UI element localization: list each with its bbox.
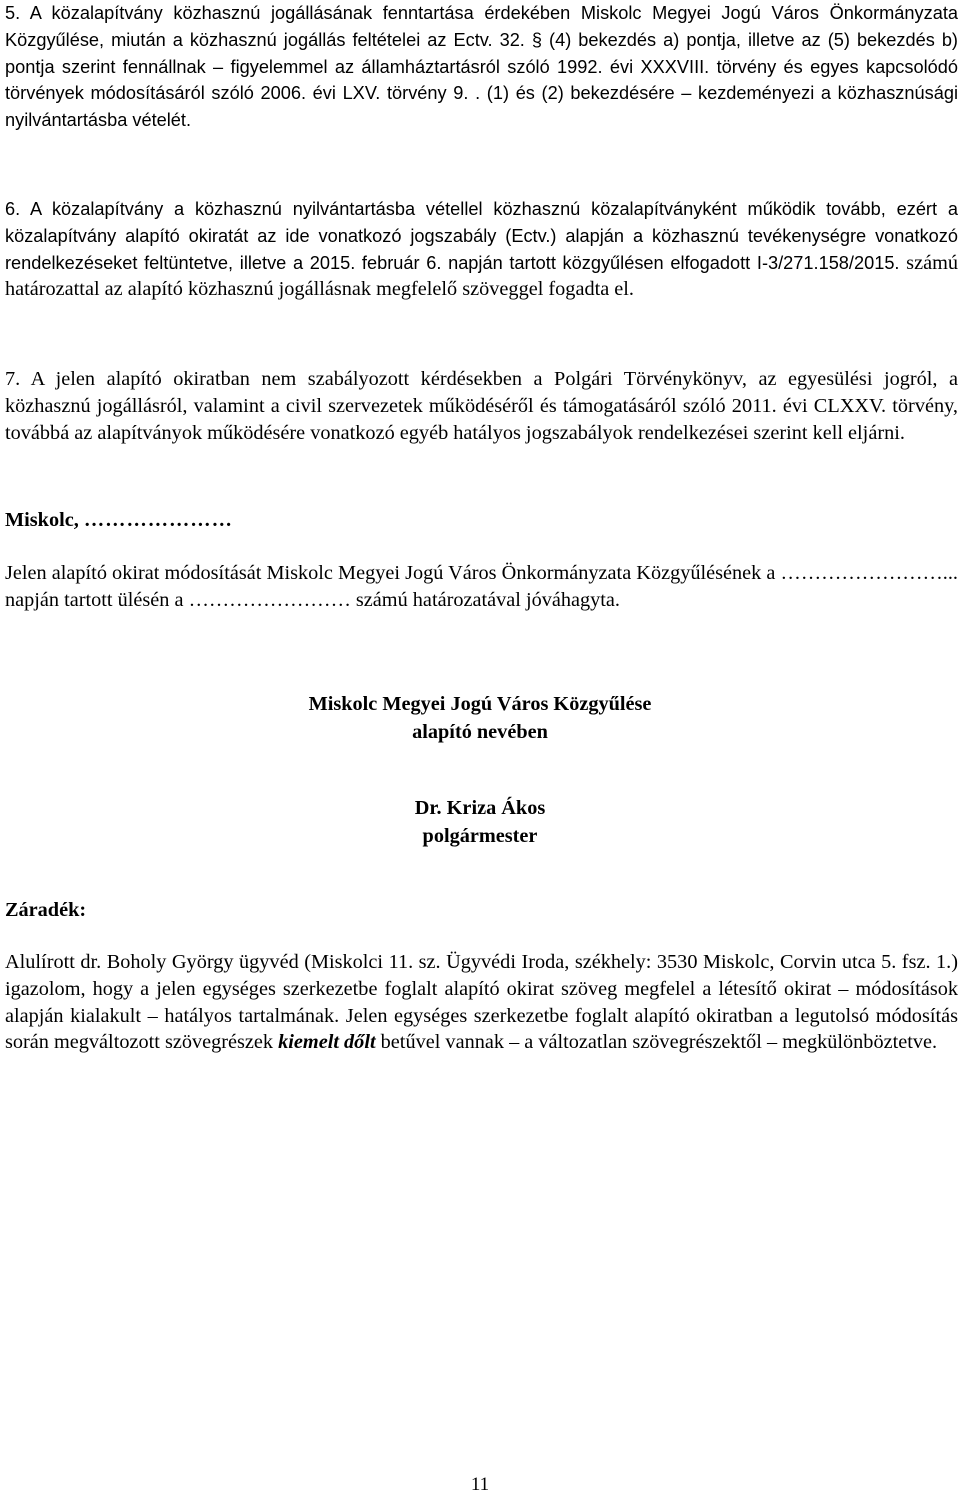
signature-body: Miskolc Megyei Jogú Város Közgyűlése: [308, 693, 652, 715]
clause-heading: Záradék:: [5, 899, 87, 921]
signatory-title: polgármester: [422, 825, 538, 847]
approval-number-dots: ……………………: [188, 588, 351, 611]
page-number: 11: [470, 1474, 490, 1495]
clause-emphasis: kiemelt dőlt: [278, 1031, 376, 1054]
approval-text-3: számú határozatával jóváhagyta.: [350, 588, 621, 611]
clause-text-1: Alulírott dr. Boholy György ügyvéd (Miskolci 11. sz. Ügyvédi Iroda, székhely: 3530 Miskolc, Corvin utca 5. fsz. 1.) igazolom, hogy a jelen egységes szerkezetbe foglalt alapító okirat szöveg megfelel a létesítő okirat – módosítások alapján kialakult – hatályos tartalmának. Jelen egységes szerkezetbe foglalt alapító okiratban a legutolsó módosítás során megváltozott szövegrészek: [5, 951, 958, 1054]
item-6-paragraph: [5, 196, 958, 303]
approval-text-1: Jelen alapító okirat módosítását Miskolc Megyei Jogú Város Önkormányzata Közgyűlésének a: [5, 562, 781, 584]
item-6-text-sans: 6. A közalapítvány a közhasznú nyilvántartásba vétellel közhasznú közalapítványként működik tovább, ezért a közalapítvány alapító okiratát az ide vonatkozó jogszabály (Ectv.) alapján a közhasznú tevékenységre vonatkozó rendelkezéseket feltüntetve, illetve a 2015. február 6. napján tartott közgyűlésen elfogadott I-3/271.158/2015.: [5, 199, 958, 273]
approval-paragraph: [5, 560, 958, 614]
item-6-text-serif: számú határozattal az alapító közhasznú jogállásnak megfelelő szöveggel fogadta el.: [5, 251, 958, 301]
signature-capacity: alapító nevében: [412, 721, 548, 743]
signatory-name: Dr. Kriza Ákos: [414, 797, 546, 819]
item-7-paragraph: 7. A jelen alapító okiratban nem szabályozott kérdésekben a Polgári Törvénykönyv, az egyesülési jogról, a közhasznú jogállásról, valamint a civil szervezetek működéséről és támogatásáról szóló 2011. évi CLXXV. törvény, továbbá az alapítványok működésére vonatkozó egyéb hatályos jogszabályok rendelkezései szerint kell eljárni.: [5, 368, 958, 444]
item-5-paragraph: 5. A közalapítvány közhasznú jogállásának fenntartása érdekében Miskolc Megyei Jogú Város Önkormányzata Közgyűlése, miután a közhasznú jogállás feltételei az Ectv. 32. § (4) bekezdés a) pontja, illetve az (5) bekezdés b) pontja szerint fennállnak – figyelemmel az államháztartásról szóló 1992. évi XXXVIII. törvény és egyes kapcsolódó törvények módosításáról szóló 2006. évi LXV. törvény 9. . (1) és (2) bekezdésére – kezdeményezi a közhasznúsági nyilvántartásba vételét.: [5, 3, 958, 131]
place-label: Miskolc,: [5, 509, 79, 531]
approval-date-dots: ……………………...: [780, 562, 958, 584]
clause-paragraph: [5, 949, 958, 1056]
place-line: [5, 507, 958, 534]
place-dots: …………………: [83, 509, 233, 531]
clause-text-2: betűvel vannak – a változatlan szövegrészektől – megkülönböztetve.: [375, 1031, 938, 1054]
approval-text-2: napján tartott ülésén a: [5, 588, 189, 611]
